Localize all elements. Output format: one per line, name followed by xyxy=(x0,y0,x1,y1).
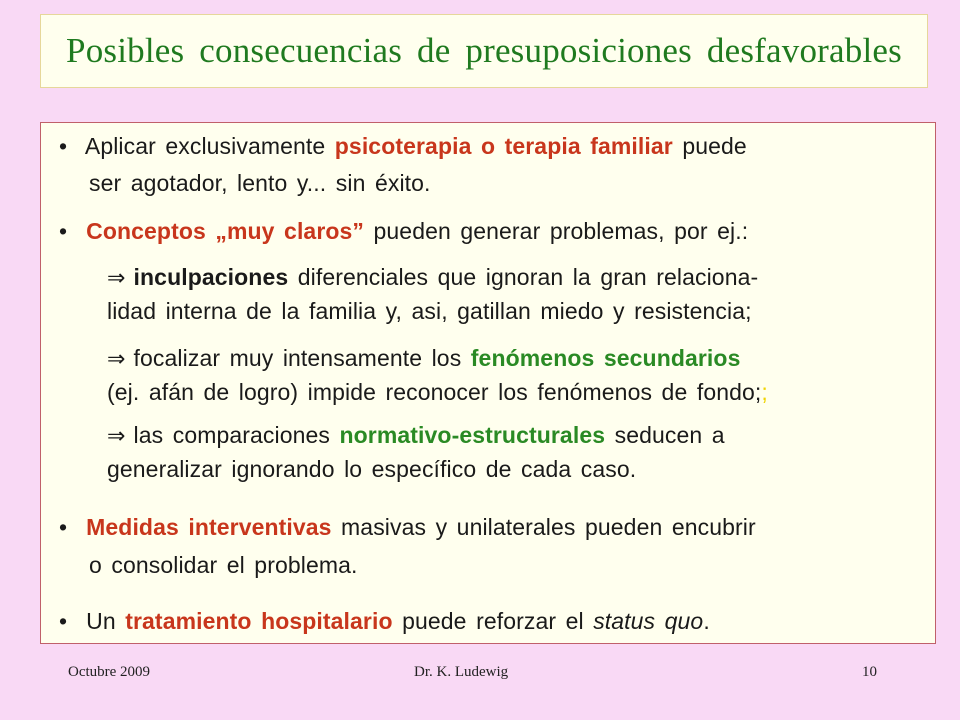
footer-page-number: 10 xyxy=(862,664,877,680)
sub-2-line-1 xyxy=(107,344,740,374)
sub-2-line-2 xyxy=(107,378,768,406)
sub-2-pre: focalizar muy intensamente los xyxy=(133,345,471,371)
bullet-1-highlight: psicoterapia o terapia familiar xyxy=(334,133,673,159)
bullet-4-highlight: tratamiento hospitalario xyxy=(125,608,393,634)
sub-2-line-2-text: (ej. afán de logro) impide reconocer los fenómenos de fondo; xyxy=(107,379,762,405)
bullet-4-end: . xyxy=(703,608,710,634)
bullet-2-highlight: Conceptos „muy claros” xyxy=(86,218,365,244)
sub-3-pre: las comparaciones xyxy=(133,422,340,448)
bullet-1-pre: Aplicar exclusivamente xyxy=(84,133,335,159)
footer-author: Dr. K. Ludewig xyxy=(414,664,509,680)
bullet-4-line-1 xyxy=(59,607,710,635)
sub-1-line-1 xyxy=(107,263,758,293)
sub-3-line-1 xyxy=(107,421,725,451)
sub-1-highlight: inculpaciones xyxy=(133,264,289,290)
implies-arrow-icon: ⇒ xyxy=(107,424,126,449)
sub-3-line-2: generalizar ignorando lo específico de cada caso. xyxy=(107,456,637,482)
bullet-marker: • xyxy=(59,514,68,540)
bullet-3-line-1 xyxy=(59,513,756,541)
footer-date: Octubre 2009 xyxy=(68,664,151,680)
sub-1-post: diferenciales que ignoran la gran relaciona- xyxy=(288,264,759,290)
bullet-marker: • xyxy=(59,608,68,634)
bullet-2-post: pueden generar problemas, por ej.: xyxy=(364,218,749,244)
sub-1-line-2: lidad interna de la familia y, asi, gatillan miedo y resistencia; xyxy=(107,298,752,324)
title-box xyxy=(40,14,928,88)
bullet-4-pre: Un xyxy=(86,608,126,634)
bullet-4-italic: status quo xyxy=(593,608,704,634)
bullet-marker: • xyxy=(59,218,68,244)
bullet-2-line-1 xyxy=(59,217,748,245)
sub-2-highlight: fenómenos secundarios xyxy=(470,345,741,371)
bullet-1-post: puede xyxy=(672,133,747,159)
bullet-marker: • xyxy=(59,133,68,159)
content-box xyxy=(40,122,936,644)
bullet-3-line-2: o consolidar el problema. xyxy=(89,552,358,578)
slide-title: Posibles consecuencias de presuposiciones desfavorables xyxy=(66,31,902,70)
bullet-3-highlight: Medidas interventivas xyxy=(86,514,332,540)
bullet-1-line-1 xyxy=(59,132,747,160)
sub-2-line-2-tail: ; xyxy=(761,379,768,405)
implies-arrow-icon: ⇒ xyxy=(107,347,126,372)
bullet-4-post: puede reforzar el xyxy=(392,608,594,634)
sub-3-highlight: normativo-estructurales xyxy=(339,422,606,448)
implies-arrow-icon: ⇒ xyxy=(107,266,126,291)
sub-3-post: seducen a xyxy=(605,422,725,448)
bullet-3-post: masivas y unilaterales pueden encubrir xyxy=(331,514,756,540)
bullet-1-line-2: ser agotador, lento y... sin éxito. xyxy=(89,170,431,196)
